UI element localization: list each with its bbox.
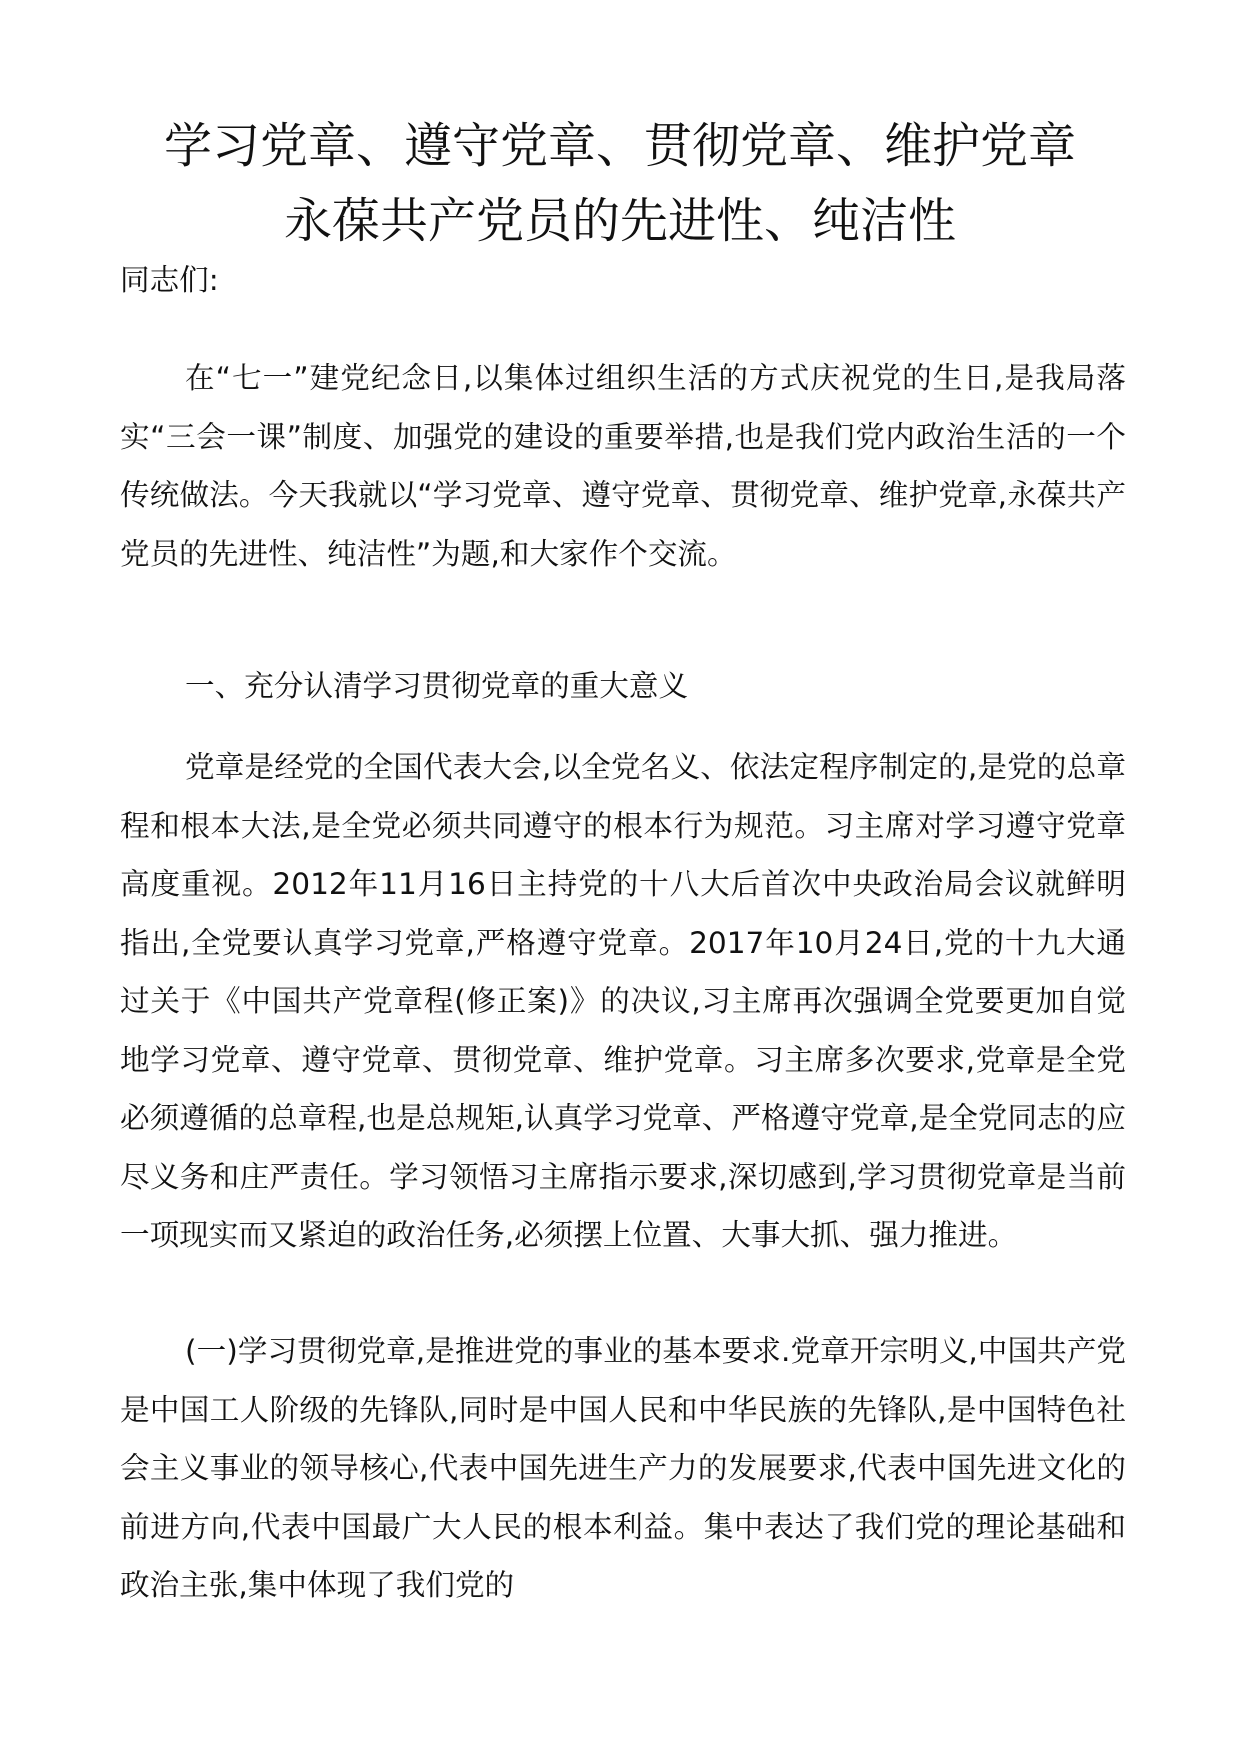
greeting: 同志们: (120, 263, 219, 297)
paragraph-point-1: (一)学习贯彻党章,是推进党的事业的基本要求.党章开宗明义,中国共产党是中国工人阶级的先锋队,同时是中国人民和中华民族的先锋队,是中国特色社会主义事业的领导核心,代表中国先进生产力的发展要求,代表中国先进文化的前进方向,代表中国最广大人民的根本利益。集中表达了我们党的理论基础和政治主张,集中体现了我们党的 (120, 1334, 1126, 1602)
section-heading-1: 一、充分认清学习贯彻党章的重大意义 (185, 669, 689, 703)
paragraph-charter-significance: 党章是经党的全国代表大会,以全党名义、依法定程序制定的,是党的总章程和根本大法,是全党必须共同遵守的根本行为规范。习主席对学习遵守党章高度重视。2012年11月16日主持党的十八大后首次中央政治局会议就鲜明指出,全党要认真学习党章,严格遵守党章。2017年10月24日,党的十九大通过关于《中国共产党章程(修正案)》的决议,习主席再次强调全党要更加自觉地学习党章、遵守党章、贯彻党章、维护党章。习主席多次要求,党章是全党必须遵循的总章程,也是总规矩,认真学习党章、严格遵守党章,是全党同志的应尽义务和庄严责任。学习领悟习主席指示要求,深切感到,学习贯彻党章是当前一项现实而又紧迫的政治任务,必须摆上位置、大事大抓、强力推进。 (120, 750, 1126, 1252)
paragraph-intro: 在“七一”建党纪念日,以集体过组织生活的方式庆祝党的生日,是我局落实“三会一课”制度、加强党的建设的重要举措,也是我们党内政治生活的一个传统做法。今天我就以“学习党章、遵守党章、贯彻党章、维护党章,永葆共产党员的先进性、纯洁性”为题,和大家作个交流。 (120, 361, 1126, 571)
document-title-line-1: 学习党章、遵守党章、贯彻党章、维护党章 (163, 118, 1076, 174)
document-title-line-2: 永葆共产党员的先进性、纯洁性 (283, 193, 956, 249)
